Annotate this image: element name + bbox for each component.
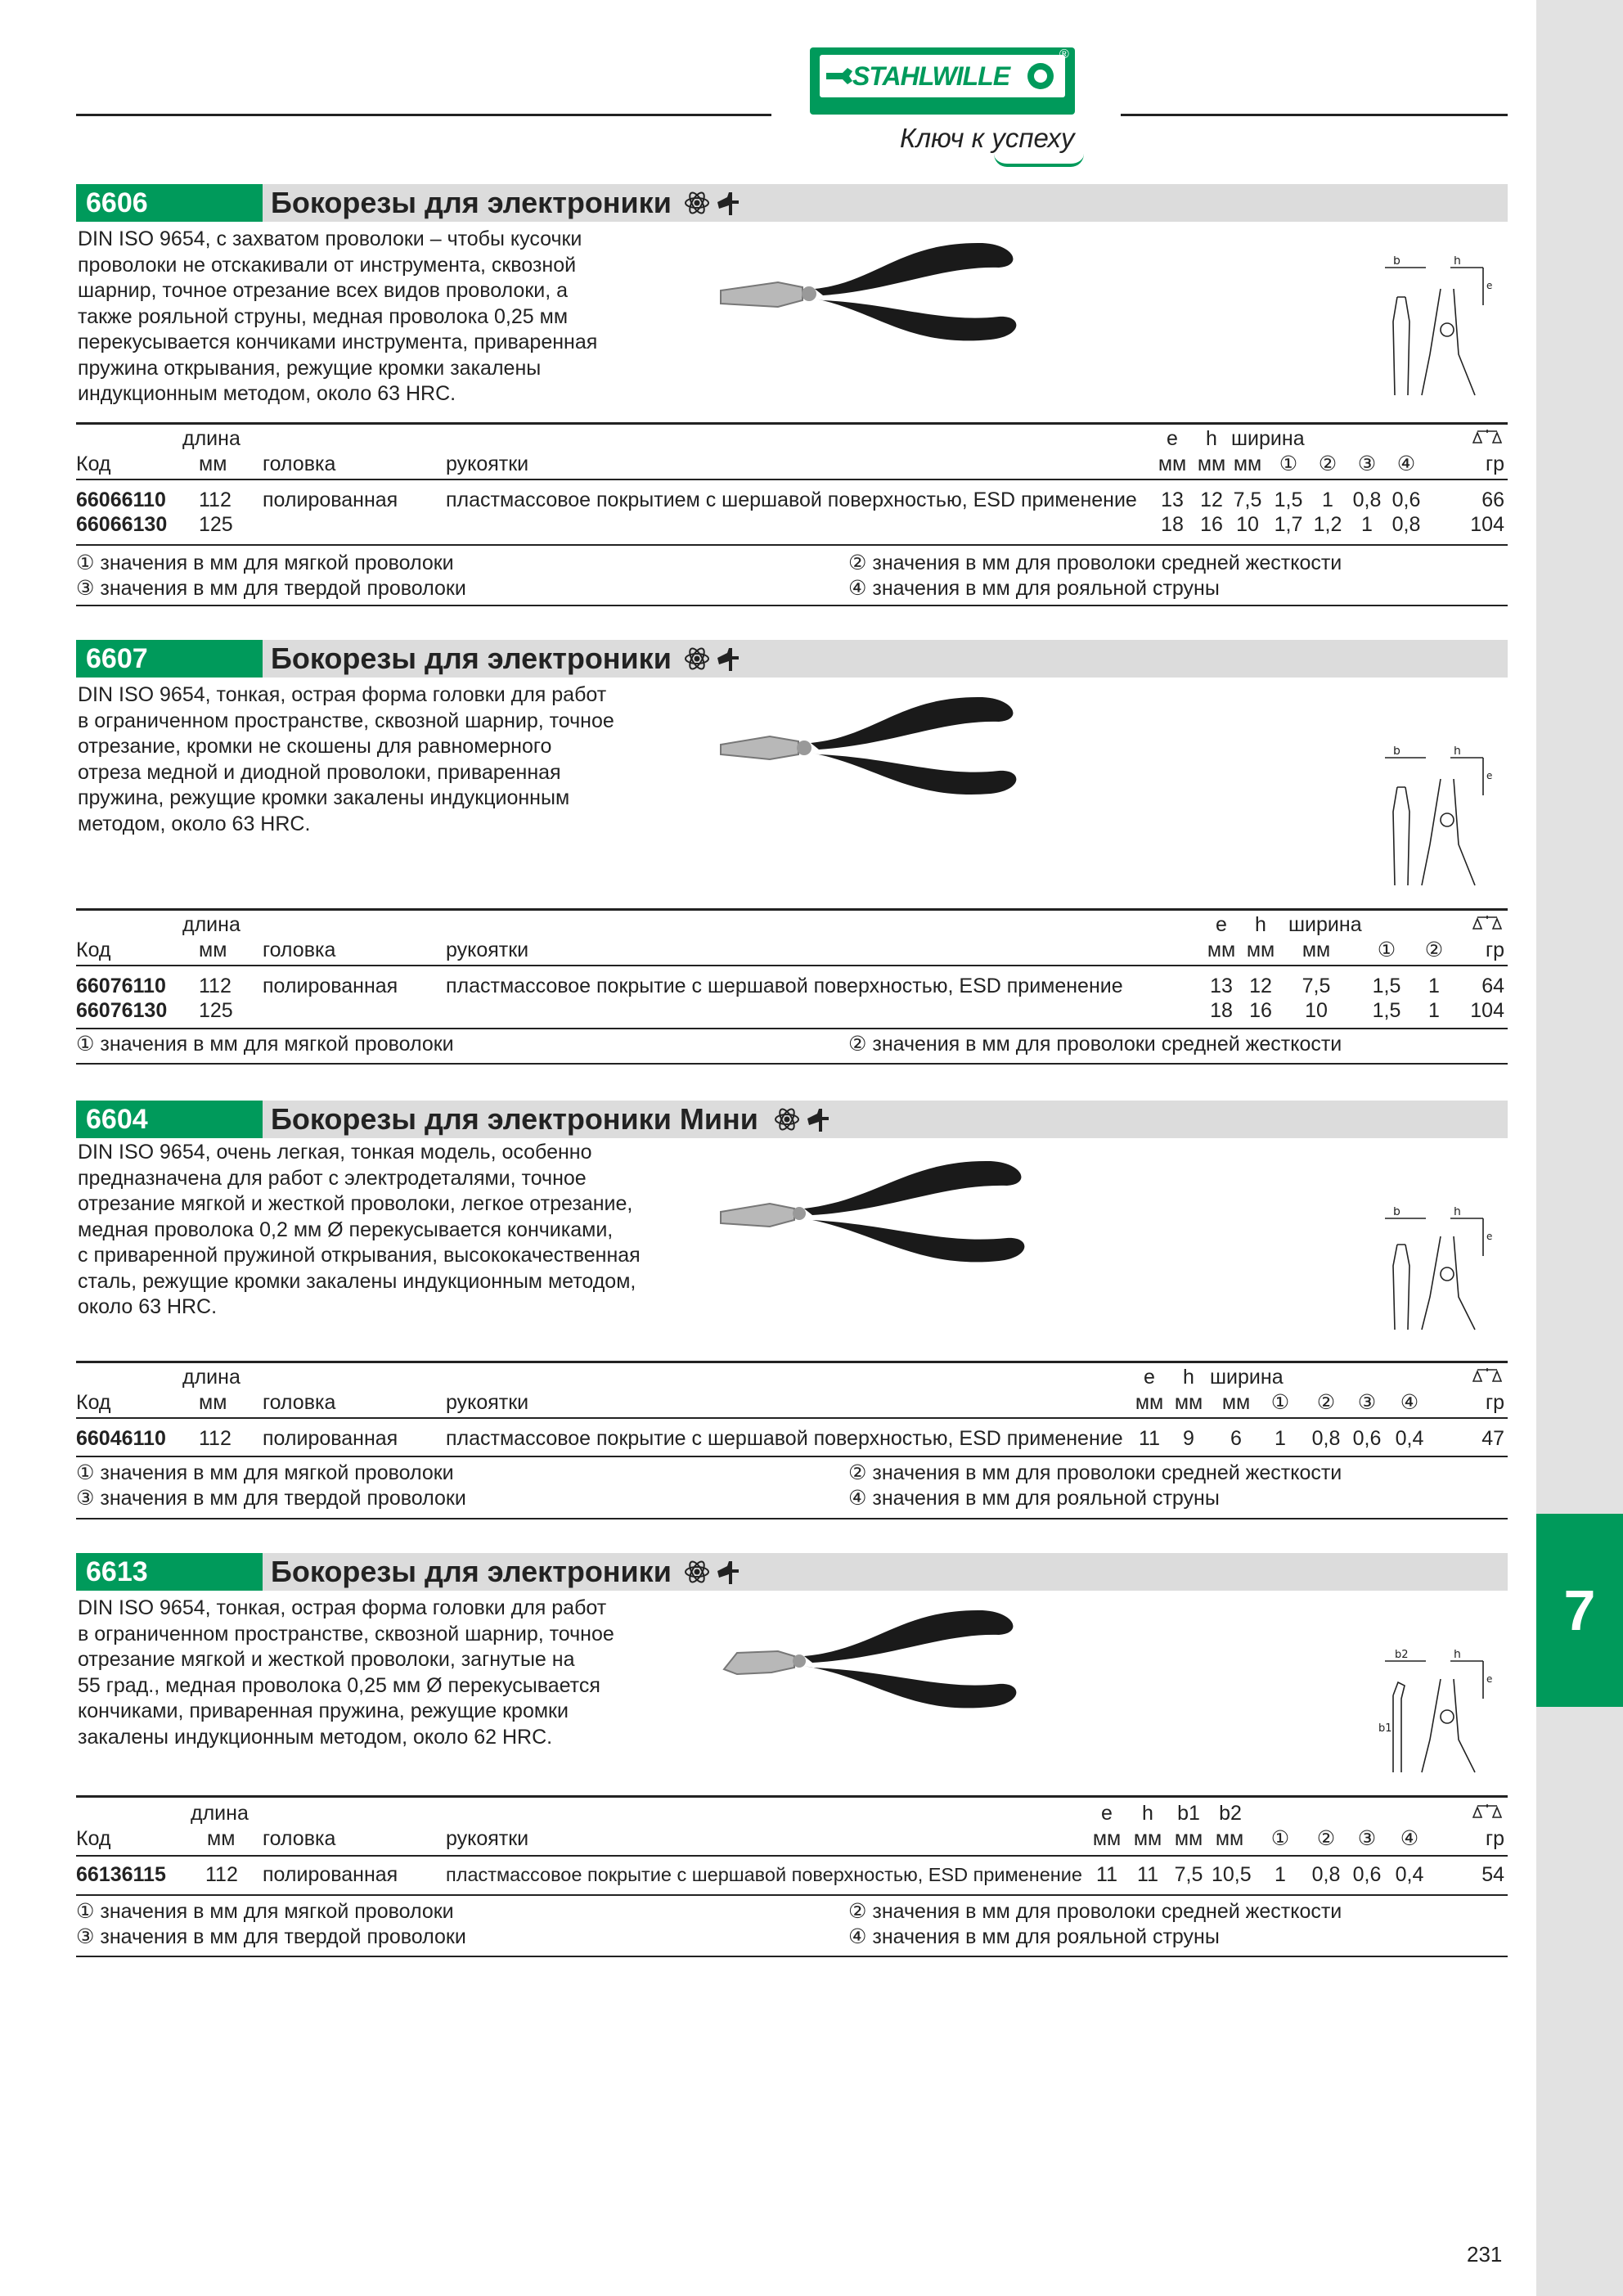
cell-weight: 66 [1481, 488, 1504, 511]
esd-icons [773, 1105, 838, 1133]
col-b2-unit: мм [1215, 1827, 1244, 1850]
product-code: 6604 [76, 1101, 263, 1138]
weight-scale-icon [1471, 428, 1504, 448]
cell-e: 11 [1139, 1427, 1160, 1450]
product-code: 6607 [76, 640, 263, 678]
cell-handles: пластмассовое покрытие с шершавой поверхностью, ESD применение [446, 1427, 1123, 1450]
col-e-label: e [1144, 1366, 1155, 1389]
gear-logo-icon [1024, 60, 1057, 92]
product-code: 6613 [76, 1553, 263, 1591]
logo-text: STAHLWILLE [852, 61, 1010, 91]
notes-rule [76, 544, 1508, 546]
order-code: 66066110 [76, 488, 166, 511]
order-code: 66076130 [76, 999, 168, 1022]
footnote: ④ значения в мм для рояльной струны [848, 577, 1220, 600]
table-top-rule [76, 908, 1508, 911]
cell-v3: 1 [1361, 513, 1373, 536]
col-h-unit: мм [1174, 1391, 1203, 1414]
col-head-header: головка [263, 939, 336, 961]
cell-v1: 1,5 [1274, 488, 1303, 511]
cell-weight: 64 [1481, 975, 1504, 997]
esd-hand-icon [717, 192, 739, 215]
weight-scale-icon [1471, 914, 1504, 934]
col-b1-unit: мм [1174, 1827, 1203, 1850]
atom-icon [776, 1107, 798, 1132]
cell-h: 11 [1137, 1863, 1158, 1886]
col-v3-header: ③ [1357, 452, 1377, 475]
pliers-photo-icon [713, 233, 1105, 348]
cell-b2: 10,5 [1212, 1863, 1252, 1886]
cell-v4: 0,8 [1391, 513, 1421, 536]
cell-v3: 0,6 [1352, 1863, 1382, 1886]
col-b2-label: b2 [1219, 1802, 1242, 1825]
table-top-rule [76, 422, 1508, 425]
col-v4-header: ④ [1400, 1391, 1419, 1414]
order-code: 66066130 [76, 513, 168, 536]
product-description: DIN ISO 9654, тонкая, острая форма головки для работ в ограниченном пространстве, сквозной шарнир, точное отрезание, кромки не скошены для равномерного отреза медной и диодной проволоки, приваренная пружина, режущие кромки закалены индукционным методом, около 63 HRC. [78, 683, 614, 835]
cell-v1: 1,7 [1274, 513, 1303, 536]
col-e-unit: мм [1092, 1827, 1122, 1850]
esd-hand-icon [717, 1561, 739, 1584]
page-number: 231 [1467, 2242, 1503, 2267]
product-description: DIN ISO 9654, тонкая, острая форма головки для работ в ограниченном пространстве, сквозной шарнир, точное отрезание мягкой и жесткой проволоки, загнутые на 55 град., медная проволока 0,25 мм Ø перекусывается кончиками, приваренная пружина, режущие кромки закалены индукционным методом, около 62 HRC. [78, 1596, 614, 1749]
section-header [76, 184, 1508, 222]
svg-text:h: h [1454, 256, 1461, 268]
col-v4-header: ④ [1400, 1827, 1419, 1850]
svg-text:b: b [1393, 256, 1400, 268]
table-top-rule [76, 1795, 1508, 1798]
table-header-rule [76, 1855, 1508, 1857]
esd-icons [683, 645, 749, 673]
dimension-diagram-icon [1377, 1650, 1499, 1781]
col-h-label: h [1255, 913, 1266, 936]
cell-head: полированная [263, 1427, 398, 1450]
cell-width: 10 [1236, 513, 1259, 536]
col-h-label: h [1142, 1802, 1153, 1825]
col-head-header: головка [263, 1827, 336, 1850]
product-title: Бокорезы для электроники [271, 186, 672, 219]
cell-v4: 0,4 [1395, 1863, 1424, 1886]
cell-head: полированная [263, 1863, 398, 1886]
col-h-label: h [1183, 1366, 1194, 1389]
col-weight-header: гр [1485, 452, 1504, 475]
cell-v2: 1 [1322, 488, 1333, 511]
cell-v4: 0,6 [1391, 488, 1421, 511]
svg-text:h: h [1454, 1650, 1461, 1661]
cell-h: 12 [1249, 975, 1272, 997]
cell-v2: 1 [1428, 999, 1440, 1022]
cell-length: 125 [199, 999, 233, 1022]
table-header-rule [76, 479, 1508, 480]
cell-v2: 1 [1428, 975, 1440, 997]
col-width-label: ширина [1231, 427, 1305, 450]
col-h-unit: мм [1246, 939, 1275, 961]
svg-text:e: e [1486, 770, 1493, 781]
wrench-logo-icon [825, 61, 854, 91]
col-v3-header: ③ [1357, 1391, 1377, 1414]
product-section-6604 [76, 1101, 1508, 1526]
cell-v2: 0,8 [1311, 1863, 1341, 1886]
col-h-label: h [1206, 427, 1217, 450]
cell-handles: пластмассовое покрытие с шершавой поверхностью, ESD применение [446, 1864, 1082, 1885]
order-code: 66136115 [76, 1863, 166, 1886]
stahlwille-logo [810, 47, 1075, 115]
col-length-label: длина [182, 427, 241, 450]
section-header [76, 640, 1508, 678]
svg-text:h: h [1454, 746, 1461, 758]
footnote: ② значения в мм для проволоки средней жесткости [848, 1033, 1342, 1056]
header-rule-right [1121, 114, 1508, 116]
cell-head: полированная [263, 488, 398, 511]
col-weight-header: гр [1485, 1827, 1504, 1850]
col-v2-header: ② [1316, 1827, 1336, 1850]
col-v2-header: ② [1316, 1391, 1336, 1414]
slogan: Ключ к успеху [900, 123, 1075, 153]
cell-v1: 1 [1275, 1863, 1286, 1886]
col-handles-header: рукоятки [446, 1827, 529, 1850]
svg-text:b2: b2 [1395, 1650, 1409, 1661]
col-e-unit: мм [1135, 1391, 1164, 1414]
atom-icon [686, 1560, 708, 1584]
cell-weight: 47 [1481, 1427, 1504, 1450]
col-width-unit: мм [1221, 1391, 1251, 1414]
page-sidebar [1536, 0, 1623, 2296]
esd-hand-icon [717, 648, 739, 671]
cell-width: 7,5 [1233, 488, 1262, 511]
col-length-unit: мм [207, 1827, 236, 1850]
dimension-diagram-icon [1377, 1207, 1499, 1338]
col-head-header: головка [263, 452, 336, 475]
pliers-photo-icon [713, 1600, 1105, 1715]
section-bottom-rule [76, 605, 1508, 606]
order-code: 66046110 [76, 1427, 166, 1450]
col-v3-header: ③ [1357, 1827, 1377, 1850]
col-handles-header: рукоятки [446, 939, 529, 961]
cell-v2: 0,8 [1311, 1427, 1341, 1450]
col-e-label: e [1167, 427, 1178, 450]
product-description: DIN ISO 9654, очень легкая, тонкая модель, особенно предназначена для работ с электродеталями, точное отрезание мягкой и жесткой проволоки, легкое отрезание, медная проволока 0,2 мм Ø перекусывается кончиками, с приваренной пружиной открывания, высококачественная сталь, режущие кромки закалены индукционным методом, около 63 HRC. [78, 1141, 641, 1318]
cell-head: полированная [263, 975, 398, 997]
footnote: ① значения в мм для мягкой проволоки [76, 551, 454, 574]
dimension-diagram-icon [1377, 746, 1499, 894]
col-e-unit: мм [1158, 452, 1187, 475]
col-length-label: длина [191, 1802, 249, 1825]
notes-rule [76, 1028, 1508, 1029]
product-section-6607 [76, 640, 1508, 1056]
order-code: 66076110 [76, 975, 166, 997]
col-h-unit: мм [1197, 452, 1226, 475]
svg-text:b: b [1393, 746, 1400, 758]
notes-rule [76, 1894, 1508, 1896]
section-bottom-rule [76, 1956, 1508, 1957]
atom-icon [686, 646, 708, 671]
col-code-header: Код [76, 452, 111, 475]
cell-e: 18 [1161, 513, 1184, 536]
col-code-header: Код [76, 1827, 111, 1850]
cell-e: 18 [1210, 999, 1233, 1022]
table-top-rule [76, 1361, 1508, 1363]
product-description: DIN ISO 9654, с захватом проволоки – чтобы кусочки проволоки не отскакивали от инструмента, сквозной шарнир, точное отрезание всех видов проволоки, а также рояльной струны, медная проволока 0,25 мм перекусывается кончиками инструмента, приваренная пружина открывания, режущие кромки закалены индукционным методом, около 63 HRC. [78, 227, 598, 405]
col-e-label: e [1216, 913, 1227, 936]
col-code-header: Код [76, 939, 111, 961]
col-v4-header: ④ [1396, 452, 1416, 475]
cell-h: 9 [1183, 1427, 1194, 1450]
cell-length: 112 [199, 488, 232, 511]
footnote: ③ значения в мм для твердой проволоки [76, 1487, 466, 1510]
cell-weight: 54 [1481, 1863, 1504, 1886]
col-length-unit: мм [199, 1391, 227, 1414]
svg-text:e: e [1486, 280, 1493, 291]
weight-scale-icon [1471, 1803, 1504, 1822]
footnote: ④ значения в мм для рояльной струны [848, 1487, 1220, 1510]
product-code: 6606 [76, 184, 263, 222]
col-v1-header: ① [1279, 452, 1298, 475]
col-code-header: Код [76, 1391, 111, 1414]
col-handles-header: рукоятки [446, 452, 529, 475]
col-width-unit: мм [1233, 452, 1262, 475]
svg-text:e: e [1486, 1231, 1493, 1242]
col-length-label: длина [182, 913, 241, 936]
cell-width: 7,5 [1302, 975, 1331, 997]
cell-length: 125 [199, 513, 233, 536]
col-weight-header: гр [1485, 939, 1504, 961]
section-bottom-rule [76, 1063, 1508, 1065]
cell-h: 16 [1249, 999, 1272, 1022]
cell-v3: 0,6 [1352, 1427, 1382, 1450]
esd-icons [683, 1558, 749, 1586]
col-e-unit: мм [1207, 939, 1236, 961]
footnote: ④ значения в мм для рояльной струны [848, 1925, 1220, 1948]
col-v1-header: ① [1270, 1391, 1290, 1414]
product-title: Бокорезы для электроники [271, 642, 672, 675]
cell-h: 12 [1200, 488, 1223, 511]
esd-icons [683, 189, 749, 217]
product-section-6613 [76, 1553, 1508, 1962]
product-title: Бокорезы для электроники [271, 1555, 672, 1588]
footnote: ① значения в мм для мягкой проволоки [76, 1900, 454, 1923]
footnote: ② значения в мм для проволоки средней жесткости [848, 551, 1342, 574]
cell-length: 112 [199, 1427, 232, 1450]
cell-e: 13 [1161, 488, 1184, 511]
svg-text:e: e [1486, 1673, 1493, 1685]
chapter-tab[interactable]: 7 [1536, 1514, 1623, 1707]
product-title: Бокорезы для электроники Мини [271, 1102, 758, 1136]
cell-handles: пластмассовое покрытие с шершавой поверхностью, ESD применение [446, 975, 1123, 997]
registered-mark: ® [1059, 47, 1069, 61]
col-weight-header: гр [1485, 1391, 1504, 1414]
dimension-diagram-icon [1377, 256, 1499, 403]
notes-rule [76, 1456, 1508, 1457]
cell-width: 10 [1305, 999, 1328, 1022]
section-bottom-rule [76, 1518, 1508, 1519]
cell-b1: 7,5 [1174, 1863, 1203, 1886]
svg-text:b1: b1 [1378, 1722, 1392, 1735]
col-length-label: длина [182, 1366, 241, 1389]
cell-handles: пластмассовое покрытием с шершавой поверхностью, ESD применение [446, 488, 1137, 511]
cell-width: 6 [1230, 1427, 1242, 1450]
cell-v1: 1,5 [1372, 999, 1401, 1022]
cell-weight: 104 [1470, 513, 1504, 536]
table-header-rule [76, 965, 1508, 966]
col-length-unit: мм [199, 452, 227, 475]
svg-text:b: b [1393, 1207, 1400, 1218]
col-head-header: головка [263, 1391, 336, 1414]
col-b1-label: b1 [1177, 1802, 1200, 1825]
col-handles-header: рукоятки [446, 1391, 529, 1414]
cell-v1: 1 [1275, 1427, 1286, 1450]
cell-length: 112 [199, 975, 232, 997]
section-header [76, 1553, 1508, 1591]
footnote: ② значения в мм для проволоки средней жесткости [848, 1461, 1342, 1484]
col-width-label: ширина [1288, 913, 1362, 936]
cell-e: 13 [1210, 975, 1233, 997]
cell-v2: 1,2 [1313, 513, 1342, 536]
footnote: ① значения в мм для мягкой проволоки [76, 1461, 454, 1484]
cell-length: 112 [205, 1863, 238, 1886]
cell-weight: 104 [1470, 999, 1504, 1022]
weight-scale-icon [1471, 1366, 1504, 1386]
cell-h: 16 [1200, 513, 1223, 536]
footnote: ② значения в мм для проволоки средней жесткости [848, 1900, 1342, 1923]
slogan-swoosh [994, 154, 1084, 167]
header-rule-left [76, 114, 771, 116]
footnote: ① значения в мм для мягкой проволоки [76, 1033, 454, 1056]
atom-icon [686, 191, 708, 215]
table-header-rule [76, 1417, 1508, 1419]
col-v2-header: ② [1424, 939, 1444, 961]
svg-text:h: h [1454, 1207, 1461, 1218]
col-v1-header: ① [1270, 1827, 1290, 1850]
pliers-photo-icon [713, 1155, 1105, 1269]
col-v1-header: ① [1377, 939, 1396, 961]
pliers-photo-icon [713, 686, 1105, 800]
esd-hand-icon [807, 1109, 829, 1132]
col-v2-header: ② [1318, 452, 1338, 475]
footnote: ③ значения в мм для твердой проволоки [76, 577, 466, 600]
col-width-label: ширина [1210, 1366, 1284, 1389]
col-h-unit: мм [1133, 1827, 1162, 1850]
cell-v3: 0,8 [1352, 488, 1382, 511]
section-header [76, 1101, 1508, 1138]
product-section-6606 [76, 184, 1508, 610]
col-length-unit: мм [199, 939, 227, 961]
cell-v1: 1,5 [1372, 975, 1401, 997]
col-e-label: e [1101, 1802, 1113, 1825]
cell-e: 11 [1096, 1863, 1117, 1886]
cell-v4: 0,4 [1395, 1427, 1424, 1450]
footnote: ③ значения в мм для твердой проволоки [76, 1925, 466, 1948]
col-width-unit: мм [1302, 939, 1331, 961]
